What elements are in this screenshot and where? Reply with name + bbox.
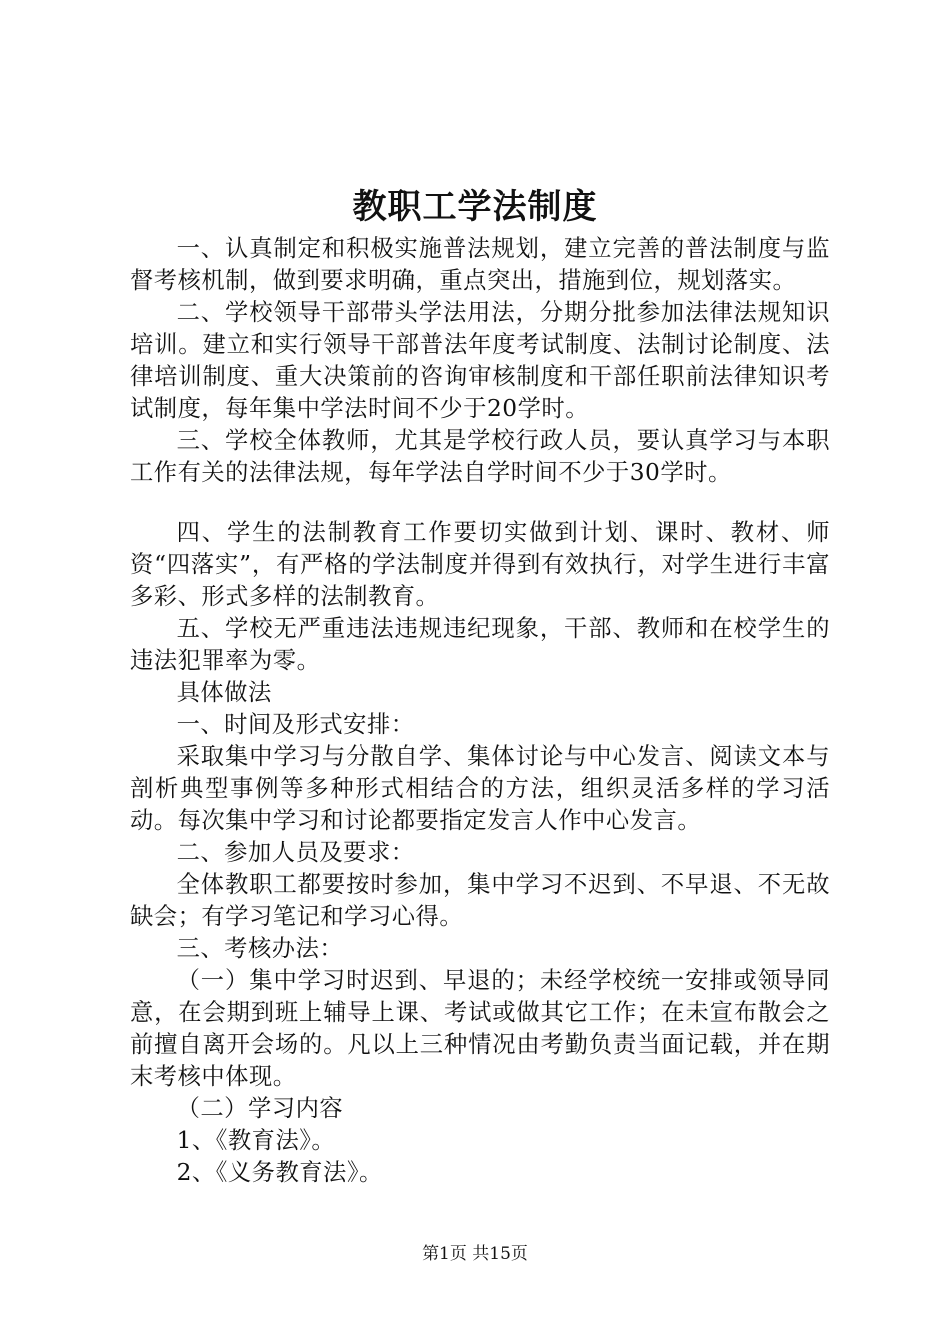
- subheading-study-content: （二）学习内容: [176, 1095, 344, 1122]
- paragraph-participants: 全体教职工都要按时参加，集中学习不迟到、不早退、不无故缺会；有学习笔记和学习心得。: [130, 871, 830, 930]
- list-item-2: 2、《义务教育法》。: [176, 1159, 383, 1186]
- paragraph-2: 二、学校领导干部带头学法用法，分期分批参加法律法规知识培训。建立和实行领导干部普法年度考试制度、法制讨论制度、法律培训制度、重大决策前的咨询审核制度和干部任职前法律知识考试制度，每年集中学法时间不少于20学时。: [130, 299, 830, 422]
- document-body: [130, 233, 830, 1189]
- section-heading-time-format: 一、时间及形式安排：: [176, 711, 415, 738]
- section-heading-assessment: 三、考核办法：: [176, 935, 344, 962]
- paragraph-time-format: 采取集中学习与分散自学、集体讨论与中心发言、阅读文本与剖析典型事例等多种形式相结合的方法，组织灵活多样的学习活动。每次集中学习和讨论都要指定发言人作中心发言。: [130, 743, 830, 834]
- paragraph-3: 三、学校全体教师，尤其是学校行政人员，要认真学习与本职工作有关的法律法规，每年学法自学时间不少于30学时。: [130, 427, 830, 486]
- page-footer: 第1页 共15页: [422, 1244, 528, 1264]
- paragraph-assessment: （一）集中学习时迟到、早退的；未经学校统一安排或领导同意，在会期到班上辅导上课、考试或做其它工作；在未宣布散会之前擅自离开会场的。凡以上三种情况由考勤负责当面记载，并在期末考核中体现。: [130, 967, 830, 1090]
- section-heading-participants: 二、参加人员及要求：: [176, 839, 415, 866]
- paragraph-4: 四、学生的法制教育工作要切实做到计划、课时、教材、师资“四落实”，有严格的学法制度并得到有效执行，对学生进行丰富多彩、形式多样的法制教育。: [130, 519, 830, 610]
- document-title: 教职工学法制度: [352, 187, 598, 227]
- section-heading-specific-methods: 具体做法: [176, 679, 272, 706]
- paragraph-1: 一、认真制定和积极实施普法规划，建立完善的普法制度与监督考核机制，做到要求明确，重点突出，措施到位，规划落实。: [130, 235, 830, 294]
- paragraph-5: 五、学校无严重违法违规违纪现象，干部、教师和在校学生的违法犯罪率为零。: [130, 615, 830, 674]
- list-item-1: 1、《教育法》。: [176, 1127, 336, 1154]
